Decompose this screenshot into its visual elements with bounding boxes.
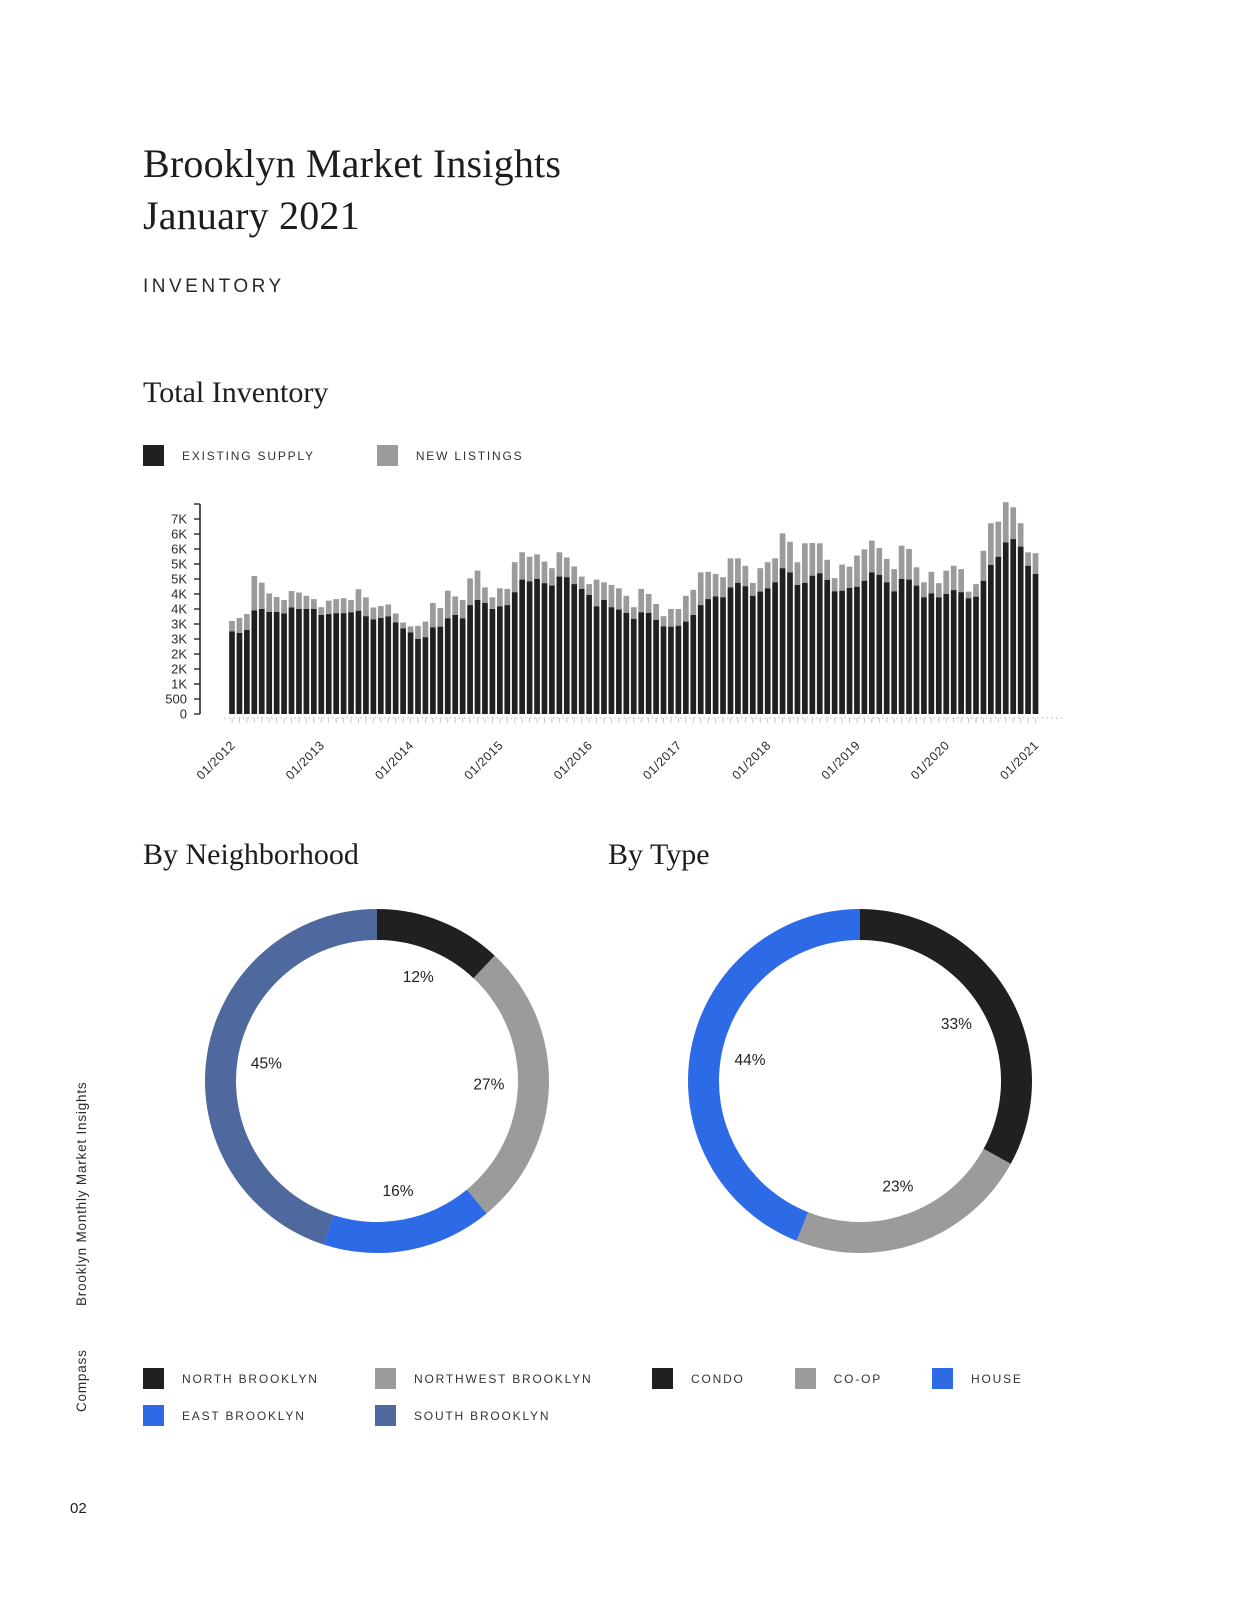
bar-segment-new-listings: [676, 609, 682, 626]
bar-segment-existing-supply: [311, 609, 317, 714]
bar-segment-existing-supply: [661, 626, 667, 714]
total-inventory-bar-chart: [150, 488, 1095, 788]
bar-segment-existing-supply: [809, 576, 815, 714]
bar-segment-new-listings: [832, 578, 838, 591]
bar-segment-existing-supply: [259, 609, 265, 714]
bar-segment-existing-supply: [906, 580, 912, 714]
bar-segment-existing-supply: [705, 599, 711, 714]
x-axis-tick-label: 01/2018: [729, 738, 774, 783]
bar-segment-existing-supply: [378, 618, 384, 714]
bar-segment-existing-supply: [423, 637, 429, 714]
bar-segment-existing-supply: [497, 606, 503, 714]
bar-segment-new-listings: [571, 566, 577, 584]
bar-segment-new-listings: [229, 621, 235, 632]
bar-segment-existing-supply: [638, 612, 644, 714]
donut-slice-label: 12%: [402, 968, 434, 986]
bar-segment-new-listings: [490, 597, 496, 609]
x-axis-tick-label: 01/2020: [908, 738, 953, 783]
donut-slice-north-brooklyn: [377, 909, 495, 978]
bar-segment-new-listings: [497, 588, 503, 606]
bar-segment-new-listings: [824, 560, 830, 580]
legend-swatch: [652, 1368, 673, 1389]
bar-segment-new-listings: [564, 557, 570, 577]
bar-segment-existing-supply: [564, 577, 570, 714]
bar-segment-existing-supply: [765, 588, 771, 714]
y-axis-tick-label: 5K: [171, 556, 187, 572]
bar-segment-new-listings: [988, 523, 994, 565]
by-type-donut-chart: [660, 881, 1060, 1281]
donut-slice-co-op: [797, 1149, 1011, 1253]
bar-segment-new-listings: [385, 605, 391, 617]
bar-segment-new-listings: [274, 597, 280, 612]
x-axis-tick-label: 01/2016: [550, 738, 596, 783]
bar-segment-new-listings: [1033, 553, 1039, 574]
bar-segment-existing-supply: [557, 577, 563, 714]
y-axis-tick-label: 1K: [171, 676, 187, 692]
bar-segment-new-listings: [586, 584, 592, 595]
bar-segment-new-listings: [259, 583, 265, 609]
bar-segment-new-listings: [787, 542, 793, 573]
bar-segment-existing-supply: [646, 613, 652, 714]
legend-item-north-brooklyn: [143, 1368, 375, 1389]
bar-segment-existing-supply: [504, 605, 510, 714]
bar-segment-existing-supply: [594, 606, 600, 714]
donut-slice-house: [688, 909, 860, 1241]
legend-item-northwest-brooklyn: [375, 1368, 607, 1389]
bar-segment-existing-supply: [735, 583, 741, 714]
bar-segment-existing-supply: [527, 581, 533, 714]
bar-segment-new-listings: [393, 614, 399, 623]
bar-segment-existing-supply: [482, 603, 488, 714]
bar-segment-new-listings: [772, 558, 778, 582]
bar-segment-new-listings: [728, 558, 734, 587]
bar-segment-existing-supply: [824, 580, 830, 714]
y-axis-tick-label: 0: [179, 706, 187, 722]
bar-segment-existing-supply: [356, 611, 362, 714]
donut-slice-condo: [860, 909, 1032, 1164]
by-type-heading: By Type: [608, 838, 710, 871]
x-axis-tick-label: 01/2019: [818, 738, 864, 783]
bar-segment-existing-supply: [891, 591, 897, 714]
bar-segment-existing-supply: [653, 620, 659, 714]
bar-segment-existing-supply: [847, 588, 853, 714]
y-axis-tick-label: 3K: [171, 631, 187, 647]
bar-segment-new-listings: [400, 623, 406, 629]
donut-slice-label: 16%: [382, 1183, 414, 1201]
bar-segment-existing-supply: [490, 609, 496, 714]
bar-segment-new-listings: [995, 522, 1001, 557]
bar-segment-existing-supply: [460, 618, 466, 714]
bar-segment-new-listings: [1010, 507, 1016, 539]
bar-segment-new-listings: [304, 596, 310, 609]
type-legend: [652, 1368, 1073, 1389]
legend-label: NORTH BROOKLYN: [182, 1371, 319, 1386]
bar-segment-new-listings: [616, 588, 622, 609]
bar-segment-new-listings: [705, 572, 711, 599]
bar-segment-existing-supply: [430, 627, 436, 714]
legend-label: EAST BROOKLYN: [182, 1408, 306, 1423]
bar-segment-existing-supply: [475, 600, 481, 714]
bar-segment-existing-supply: [549, 586, 555, 714]
y-axis-tick-label: 5K: [171, 571, 187, 587]
bar-segment-new-listings: [795, 562, 801, 585]
sidebar-brand: Compass: [74, 1349, 89, 1412]
bar-segment-existing-supply: [676, 626, 682, 714]
bar-segment-existing-supply: [609, 607, 615, 714]
bar-segment-new-listings: [527, 557, 533, 582]
bar-segment-existing-supply: [400, 629, 406, 715]
bar-segment-existing-supply: [698, 605, 704, 714]
bar-segment-existing-supply: [1018, 547, 1024, 714]
bar-segment-new-listings: [534, 554, 540, 579]
bar-segment-new-listings: [1003, 502, 1009, 542]
bar-segment-new-listings: [460, 600, 466, 618]
legend-swatch: [375, 1405, 396, 1426]
bar-segment-existing-supply: [817, 573, 823, 714]
bar-segment-new-listings: [1025, 552, 1031, 566]
bar-segment-new-listings: [951, 566, 957, 590]
bar-segment-existing-supply: [542, 583, 548, 714]
page-number: 02: [70, 1500, 87, 1517]
legend-label: EXISTING SUPPLY: [182, 448, 315, 463]
legend-swatch: [377, 445, 398, 466]
bar-segment-new-listings: [281, 600, 287, 614]
x-axis-tick-label: 01/2017: [640, 738, 685, 783]
page-title: [143, 138, 561, 242]
bar-segment-existing-supply: [519, 580, 525, 714]
legend-label: CO-OP: [833, 1371, 883, 1386]
legend-item-condo: [652, 1368, 745, 1389]
neighborhood-legend: [143, 1368, 623, 1442]
bar-segment-existing-supply: [237, 633, 243, 714]
legend-label: NEW LISTINGS: [415, 448, 524, 463]
bar-segment-new-listings: [683, 596, 689, 622]
legend-swatch: [795, 1368, 816, 1389]
legend-label: CONDO: [691, 1371, 745, 1386]
bar-segment-existing-supply: [921, 597, 927, 714]
bar-segment-new-listings: [958, 569, 964, 592]
bar-segment-new-listings: [631, 607, 637, 619]
bar-segment-existing-supply: [229, 632, 235, 715]
bar-segment-new-listings: [244, 614, 250, 630]
bar-segment-existing-supply: [616, 610, 622, 714]
bar-segment-existing-supply: [415, 639, 421, 714]
y-axis-tick-label: 500: [165, 691, 187, 707]
bar-segment-existing-supply: [289, 608, 295, 715]
bar-segment-existing-supply: [304, 609, 310, 714]
bar-segment-existing-supply: [981, 581, 987, 714]
bar-segment-existing-supply: [668, 627, 674, 714]
legend-item-house: [932, 1368, 1023, 1389]
legend-item-co-op: [795, 1368, 882, 1389]
donut-slice-south-brooklyn: [205, 909, 377, 1245]
bar-segment-new-listings: [869, 541, 875, 573]
bar-segment-new-listings: [601, 582, 607, 600]
section-label: INVENTORY: [143, 276, 285, 297]
bar-segment-new-listings: [802, 543, 808, 583]
legend-swatch: [143, 1405, 164, 1426]
bar-segment-new-listings: [906, 549, 912, 580]
y-axis-tick-label: 4K: [171, 601, 187, 617]
bar-segment-existing-supply: [385, 617, 391, 715]
bar-segment-existing-supply: [631, 619, 637, 714]
bar-segment-new-listings: [594, 580, 600, 607]
bar-segment-new-listings: [437, 608, 443, 627]
bar-segment-new-listings: [467, 578, 473, 605]
bar-segment-existing-supply: [534, 579, 540, 714]
donut-slice-label: 45%: [250, 1055, 282, 1073]
bar-segment-new-listings: [579, 577, 585, 589]
bar-segment-existing-supply: [750, 596, 756, 714]
bar-segment-existing-supply: [512, 592, 518, 714]
bar-segment-existing-supply: [281, 614, 287, 715]
x-axis-tick-label: 01/2013: [283, 738, 328, 783]
bar-segment-existing-supply: [995, 557, 1001, 714]
by-neighborhood-donut-chart: [177, 881, 577, 1281]
bar-segment-new-listings: [430, 603, 436, 627]
x-axis-tick-label: 01/2021: [997, 738, 1042, 783]
bar-segment-existing-supply: [623, 613, 629, 714]
bar-segment-new-listings: [780, 533, 786, 568]
y-axis-tick-label: 6K: [171, 541, 187, 557]
bar-segment-new-listings: [757, 568, 763, 591]
bar-segment-new-listings: [557, 552, 563, 576]
bar-segment-new-listings: [809, 543, 815, 576]
bar-segment-existing-supply: [1010, 539, 1016, 714]
bar-segment-existing-supply: [244, 630, 250, 714]
bar-segment-new-listings: [973, 584, 979, 597]
bar-segment-existing-supply: [274, 612, 280, 714]
bar-segment-new-listings: [668, 609, 674, 627]
bar-segment-new-listings: [237, 618, 243, 633]
legend-swatch: [932, 1368, 953, 1389]
bar-segment-existing-supply: [683, 622, 689, 714]
bar-segment-existing-supply: [296, 609, 302, 714]
x-axis-tick-label: 01/2015: [461, 738, 506, 783]
bar-segment-new-listings: [839, 565, 845, 591]
bar-segment-new-listings: [475, 571, 481, 600]
donut-slice-label: 44%: [734, 1052, 766, 1070]
bar-segment-new-listings: [296, 593, 302, 610]
page-title-line2: January 2021: [143, 193, 360, 238]
bar-segment-new-listings: [661, 616, 667, 626]
bar-segment-existing-supply: [780, 568, 786, 714]
bar-segment-existing-supply: [951, 590, 957, 714]
bar-segment-new-listings: [966, 592, 972, 599]
donut-slice-label: 23%: [882, 1178, 914, 1196]
bar-segment-new-listings: [638, 589, 644, 612]
donut-slice-label: 27%: [473, 1076, 505, 1094]
legend-label: HOUSE: [971, 1371, 1023, 1386]
y-axis-tick-label: 2K: [171, 646, 187, 662]
bar-segment-new-listings: [876, 548, 882, 575]
bar-segment-new-listings: [981, 551, 987, 581]
bar-segment-new-listings: [504, 589, 510, 605]
bar-segment-new-listings: [1018, 523, 1024, 546]
bar-segment-new-listings: [921, 582, 927, 597]
bar-segment-new-listings: [549, 568, 555, 585]
bar-segment-existing-supply: [571, 584, 577, 714]
bar-segment-existing-supply: [348, 612, 354, 714]
bar-segment-existing-supply: [363, 616, 369, 714]
bar-segment-new-listings: [482, 587, 488, 603]
y-axis-tick-label: 7K: [171, 511, 187, 527]
bar-segment-new-listings: [318, 607, 324, 615]
bar-segment-existing-supply: [318, 615, 324, 714]
y-axis-tick-label: 2K: [171, 661, 187, 677]
x-axis-tick-label: 01/2012: [193, 738, 239, 783]
bar-segment-new-listings: [363, 597, 369, 616]
y-axis-tick-label: 4K: [171, 586, 187, 602]
y-axis-tick-label: 3K: [171, 616, 187, 632]
x-axis-tick-label: 01/2014: [372, 738, 417, 783]
bar-segment-new-listings: [512, 562, 518, 592]
bar-segment-new-listings: [609, 585, 615, 607]
bar-segment-new-listings: [743, 566, 749, 586]
bar-segment-new-listings: [289, 591, 295, 608]
bar-segment-existing-supply: [251, 611, 257, 715]
bar-segment-new-listings: [311, 599, 317, 609]
bar-segment-existing-supply: [914, 586, 920, 714]
bar-segment-existing-supply: [452, 615, 458, 714]
bar-segment-new-listings: [750, 583, 756, 596]
bar-segment-existing-supply: [601, 600, 607, 714]
bar-segment-existing-supply: [586, 595, 592, 714]
bar-segment-existing-supply: [341, 613, 347, 714]
bar-segment-new-listings: [423, 622, 429, 638]
bar-segment-new-listings: [378, 606, 384, 618]
bar-segment-existing-supply: [408, 632, 414, 714]
bar-segment-new-listings: [542, 562, 548, 584]
bar-segment-existing-supply: [757, 592, 763, 714]
bar-segment-new-listings: [348, 600, 354, 612]
bar-segment-new-listings: [765, 562, 771, 588]
bar-segment-new-listings: [519, 552, 525, 579]
bar-segment-existing-supply: [958, 592, 964, 714]
bar-segment-new-listings: [817, 543, 823, 573]
bar-segment-new-listings: [847, 567, 853, 588]
total-inventory-heading: Total Inventory: [143, 376, 329, 409]
legend-swatch: [143, 445, 164, 466]
bar-segment-new-listings: [356, 589, 362, 611]
bar-segment-new-listings: [653, 604, 659, 620]
bar-segment-new-listings: [735, 558, 741, 583]
bar-segment-existing-supply: [854, 587, 860, 714]
bar-segment-existing-supply: [832, 591, 838, 714]
bar-segment-existing-supply: [437, 627, 443, 714]
bar-segment-new-listings: [690, 590, 696, 615]
bar-segment-existing-supply: [929, 593, 935, 714]
bar-segment-new-listings: [341, 598, 347, 613]
bar-segment-existing-supply: [393, 623, 399, 715]
bar-segment-new-listings: [862, 549, 868, 581]
bar-segment-existing-supply: [326, 614, 332, 714]
bar-segment-existing-supply: [713, 596, 719, 714]
bar-segment-existing-supply: [579, 589, 585, 714]
bar-segment-new-listings: [445, 591, 451, 619]
bar-segment-new-listings: [713, 574, 719, 597]
bar-segment-existing-supply: [884, 582, 890, 714]
bar-segment-existing-supply: [876, 575, 882, 714]
bar-segment-new-listings: [326, 601, 332, 615]
legend-label: NORTHWEST BROOKLYN: [414, 1371, 593, 1386]
bar-segment-existing-supply: [869, 572, 875, 714]
bar-segment-new-listings: [408, 626, 414, 632]
bar-segment-new-listings: [333, 599, 339, 613]
bar-segment-new-listings: [415, 626, 421, 639]
bar-segment-existing-supply: [266, 612, 272, 714]
by-neighborhood-heading: By Neighborhood: [143, 838, 359, 871]
bar-segment-existing-supply: [720, 597, 726, 714]
bar-segment-new-listings: [251, 576, 257, 611]
legend-swatch: [375, 1368, 396, 1389]
bar-segment-existing-supply: [943, 594, 949, 714]
bar-segment-existing-supply: [899, 579, 905, 714]
bar-segment-existing-supply: [988, 565, 994, 714]
bar-segment-existing-supply: [936, 597, 942, 714]
bar-segment-new-listings: [623, 596, 629, 613]
legend-item-existing-supply: [143, 445, 315, 466]
bar-segment-existing-supply: [772, 582, 778, 714]
bar-segment-existing-supply: [1025, 566, 1031, 714]
legend-item-east-brooklyn: [143, 1405, 375, 1426]
bar-segment-existing-supply: [787, 572, 793, 714]
bar-segment-existing-supply: [743, 586, 749, 714]
legend-item-new-listings: [377, 445, 524, 466]
bar-segment-existing-supply: [371, 620, 377, 715]
bar-segment-new-listings: [854, 556, 860, 587]
bar-segment-existing-supply: [1003, 542, 1009, 714]
bar-segment-new-listings: [266, 593, 272, 612]
bar-segment-new-listings: [891, 569, 897, 591]
page-title-line1: Brooklyn Market Insights: [143, 141, 562, 186]
bar-segment-new-listings: [914, 567, 920, 585]
y-axis-tick-label: 6K: [171, 526, 187, 542]
legend-label: SOUTH BROOKLYN: [414, 1408, 551, 1423]
bar-segment-existing-supply: [467, 605, 473, 714]
bar-segment-new-listings: [929, 572, 935, 594]
legend-swatch: [143, 1368, 164, 1389]
bar-segment-existing-supply: [795, 585, 801, 714]
bar-segment-new-listings: [943, 571, 949, 594]
bar-segment-existing-supply: [728, 587, 734, 714]
sidebar-vertical-title: Brooklyn Monthly Market Insights: [74, 1081, 89, 1306]
bar-segment-existing-supply: [1033, 574, 1039, 714]
bar-segment-new-listings: [936, 583, 942, 597]
bar-segment-new-listings: [371, 608, 377, 620]
bar-chart-legend: [143, 445, 585, 466]
bar-segment-existing-supply: [839, 591, 845, 714]
bar-segment-existing-supply: [802, 583, 808, 714]
bar-segment-new-listings: [646, 594, 652, 613]
bar-segment-existing-supply: [445, 618, 451, 714]
bar-segment-existing-supply: [690, 615, 696, 714]
bar-segment-existing-supply: [862, 581, 868, 714]
legend-item-south-brooklyn: [375, 1405, 607, 1426]
bar-segment-new-listings: [698, 572, 704, 605]
donut-slice-label: 33%: [940, 1015, 972, 1033]
bar-segment-new-listings: [899, 546, 905, 579]
bar-segment-existing-supply: [973, 597, 979, 714]
bar-segment-new-listings: [720, 577, 726, 597]
bar-segment-new-listings: [884, 559, 890, 582]
bar-segment-existing-supply: [966, 598, 972, 714]
bar-segment-new-listings: [452, 596, 458, 615]
bar-segment-existing-supply: [333, 613, 339, 714]
